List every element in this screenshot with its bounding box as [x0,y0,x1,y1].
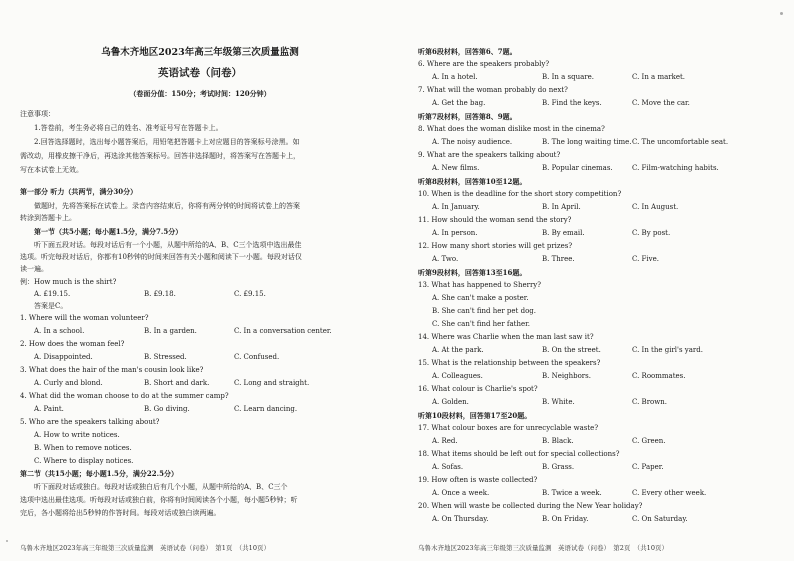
example-option-c: C. £9.15. [234,290,266,298]
q1-option-b: B. In a garden. [144,327,197,335]
question-19: 19. How often is waste collected? [418,476,538,484]
question-12: 12. How many short stories will get prizes? [418,242,573,250]
question-5: 5. Who are the speakers talking about? [20,418,160,426]
q14-option-a: A. At the park. [432,346,484,354]
q6-option-b: B. In a square. [542,73,594,81]
q11-option-a: A. In person. [432,229,478,237]
q5-option-c: C. Where to display notices. [34,457,134,465]
q19-option-a: A. Once a week. [432,489,490,497]
q11-option-c: C. By post. [632,229,671,237]
scan-speck [6,540,8,542]
q18-option-b: B. Grass. [542,463,575,471]
example-answer: 答案是C。 [34,302,68,310]
q10-option-c: C. In August. [632,203,679,211]
section-2-heading: 第二节（共15小题；每小题1.5分，满分22.5分） [20,469,178,478]
part-1-intro-line-1: 做题时，先将答案标在试卷上。录音内容结束后，你将有两分钟的时间将试卷上的答案 [34,202,300,210]
q10-option-a: A. In January. [432,203,480,211]
q20-option-b: B. On Friday. [542,515,589,523]
section-1-intro-line-3: 读一遍。 [20,265,48,273]
q16-option-a: A. Golden. [432,398,469,406]
question-17: 17. What colour boxes are for unrecyclable waste? [418,424,599,432]
q12-option-a: A. Two. [432,255,459,263]
q18-option-c: C. Paper. [632,463,664,471]
q12-option-b: B. Three. [542,255,575,263]
q13-option-a: A. She can't make a poster. [432,294,529,302]
q15-option-b: B. Neighbors. [542,372,591,380]
q19-option-b: B. Twice a week. [542,489,602,497]
q9-option-a: A. New films. [432,164,480,172]
question-8: 8. What does the woman dislike most in the cinema? [418,125,605,133]
q15-option-c: C. Roommates. [632,372,686,380]
section-1-heading: 第一节（共5小题；每小题1.5分，满分7.5分） [34,227,183,236]
material-7-heading: 听第7段材料，回答第8、9题。 [418,112,517,121]
q8-option-c: C. The uncomfortable seat. [632,138,729,146]
question-7: 7. What will the woman probably do next? [418,86,568,94]
exam-title: 乌鲁木齐地区2023年高三年级第三次质量监测 [101,47,299,58]
q9-option-b: B. Popular cinemas. [542,164,613,172]
q14-option-c: C. In the girl's yard. [632,346,703,354]
question-2: 2. How does the woman feel? [20,340,125,348]
question-16: 16. What colour is Charlie's spot? [418,385,538,393]
q4-option-b: B. Go diving. [144,405,190,413]
question-1: 1. Where will the woman volunteer? [20,314,149,322]
question-10: 10. When is the deadline for the short story competition? [418,190,622,198]
q4-option-a: A. Paint. [34,405,64,413]
example-question: 例：How much is the shirt? [20,278,117,286]
question-13: 13. What has happened to Sherry? [418,281,542,289]
material-10-heading: 听第10段材料，回答第17至20题。 [418,411,532,420]
q8-option-a: A. The noisy audience. [432,138,513,146]
q18-option-a: A. Sofas. [432,463,464,471]
q2-option-c: C. Confused. [234,353,280,361]
q2-option-b: B. Stressed. [144,353,187,361]
q8-option-b: B. The long waiting time. [542,138,632,146]
q5-option-a: A. How to write notices. [34,431,120,439]
q19-option-c: C. Every other week. [632,489,707,497]
question-3: 3. What does the hair of the man's cousin look like? [20,366,204,374]
question-20: 20. When will waste be collected during the New Year holiday? [418,502,643,510]
scan-speck [780,12,783,15]
material-6-heading: 听第6段材料，回答第6、7题。 [418,47,517,56]
material-9-heading: 听第9段材料，回答第13至16题。 [418,268,527,277]
q17-option-b: B. Black. [542,437,574,445]
question-14: 14. Where was Charlie when the man last saw it? [418,333,594,341]
question-11: 11. How should the woman send the story? [418,216,572,224]
q5-option-b: B. When to remove notices. [34,444,132,452]
page-2-footer: 乌鲁木齐地区2023年高三年级第三次质量监测 英语试卷（问卷） 第2页 （共10页） [418,544,668,552]
q1-option-c: C. In a conversation center. [234,327,332,335]
q14-option-b: B. On the street. [542,346,601,354]
page-1 [20,0,380,561]
q6-option-c: C. In a market. [632,73,686,81]
q3-option-b: B. Short and dark. [144,379,210,387]
q10-option-b: B. In April. [542,203,581,211]
q3-option-a: A. Curly and blond. [34,379,103,387]
material-8-heading: 听第8段材料，回答第10至12题。 [418,177,527,186]
q7-option-c: C. Move the car. [632,99,690,107]
section-2-intro-line-3: 完后，各小题将给出5秒钟的作答时间。每段对话或独白读两遍。 [20,509,221,517]
question-6: 6. Where are the speakers probably? [418,60,550,68]
q9-option-c: C. Film-watching habits. [632,164,719,172]
q1-option-a: A. In a school. [34,327,85,335]
q7-option-b: B. Find the keys. [542,99,602,107]
q16-option-b: B. White. [542,398,575,406]
notes-title: 注意事项： [20,110,55,118]
q20-option-a: A. On Thursday. [432,515,489,523]
q4-option-c: C. Learn dancing. [234,405,298,413]
q7-option-a: A. Get the bag. [432,99,486,107]
q15-option-a: A. Colleagues. [432,372,483,380]
score-info: （卷面分值：150分；考试时间：120分钟） [129,89,271,98]
q2-option-a: A. Disappointed. [34,353,93,361]
q17-option-a: A. Red. [432,437,458,445]
q13-option-b: B. She can't find her pet dog. [432,307,536,315]
q12-option-c: C. Five. [632,255,659,263]
example-option-b: B. £9.18. [144,290,176,298]
note-2-line-3: 写在本试卷上无效。 [20,166,83,174]
section-2-intro-line-2: 选项中选出最佳选项。听每段对话或独白前，你将有时间阅读各个小题，每小题5秒钟；听 [20,496,298,504]
section-1-intro-line-1: 听下面五段对话。每段对话后有一个小题，从题中所给的A、B、C三个选项中选出最佳 [34,241,302,249]
question-15: 15. What is the relationship between the speakers? [418,359,601,367]
section-2-intro-line-1: 听下面段对话或独白。每段对话或独白后有几个小题，从题中所给的A、B、C三个 [34,483,288,491]
example-option-a: A. £19.15. [34,290,71,298]
page-2 [418,0,778,561]
question-18: 18. What items should be left out for special collections? [418,450,620,458]
q6-option-a: A. In a hotel. [432,73,478,81]
exam-subtitle: 英语试卷（问卷） [158,67,242,79]
q3-option-c: C. Long and straight. [234,379,310,387]
note-2-line-2: 需改动，用橡皮擦干净后，再选涂其他答案标号。回答非选择题时，将答案写在答题卡上， [20,152,300,160]
q16-option-c: C. Brown. [632,398,667,406]
q11-option-b: B. By email. [542,229,585,237]
note-1: 1.答卷前，考生务必将自己的姓名、准考证号写在答题卡上。 [34,124,223,132]
q17-option-c: C. Green. [632,437,666,445]
part-1-heading: 第一部分 听力（共两节，满分30分） [20,187,138,196]
page-1-footer: 乌鲁木齐地区2023年高三年级第三次质量监测 英语试卷（问卷） 第1页 （共10页） [20,544,270,552]
question-4: 4. What did the woman choose to do at the summer camp? [20,392,229,400]
question-9: 9. What are the speakers talking about? [418,151,561,159]
q13-option-c: C. She can't find her father. [432,320,530,328]
section-1-intro-line-2: 选项。听完每段对话后，你都有10秒钟的时间来回答有关小题和阅读下一小题。每段对话仅 [20,253,302,261]
q20-option-c: C. On Saturday. [632,515,688,523]
note-2-line-1: 2.回答选择题时，选出每小题答案后，用铅笔把答题卡上对应题目的答案标号涂黑。如 [34,138,300,146]
part-1-intro-line-2: 转涂到答题卡上。 [20,214,76,222]
